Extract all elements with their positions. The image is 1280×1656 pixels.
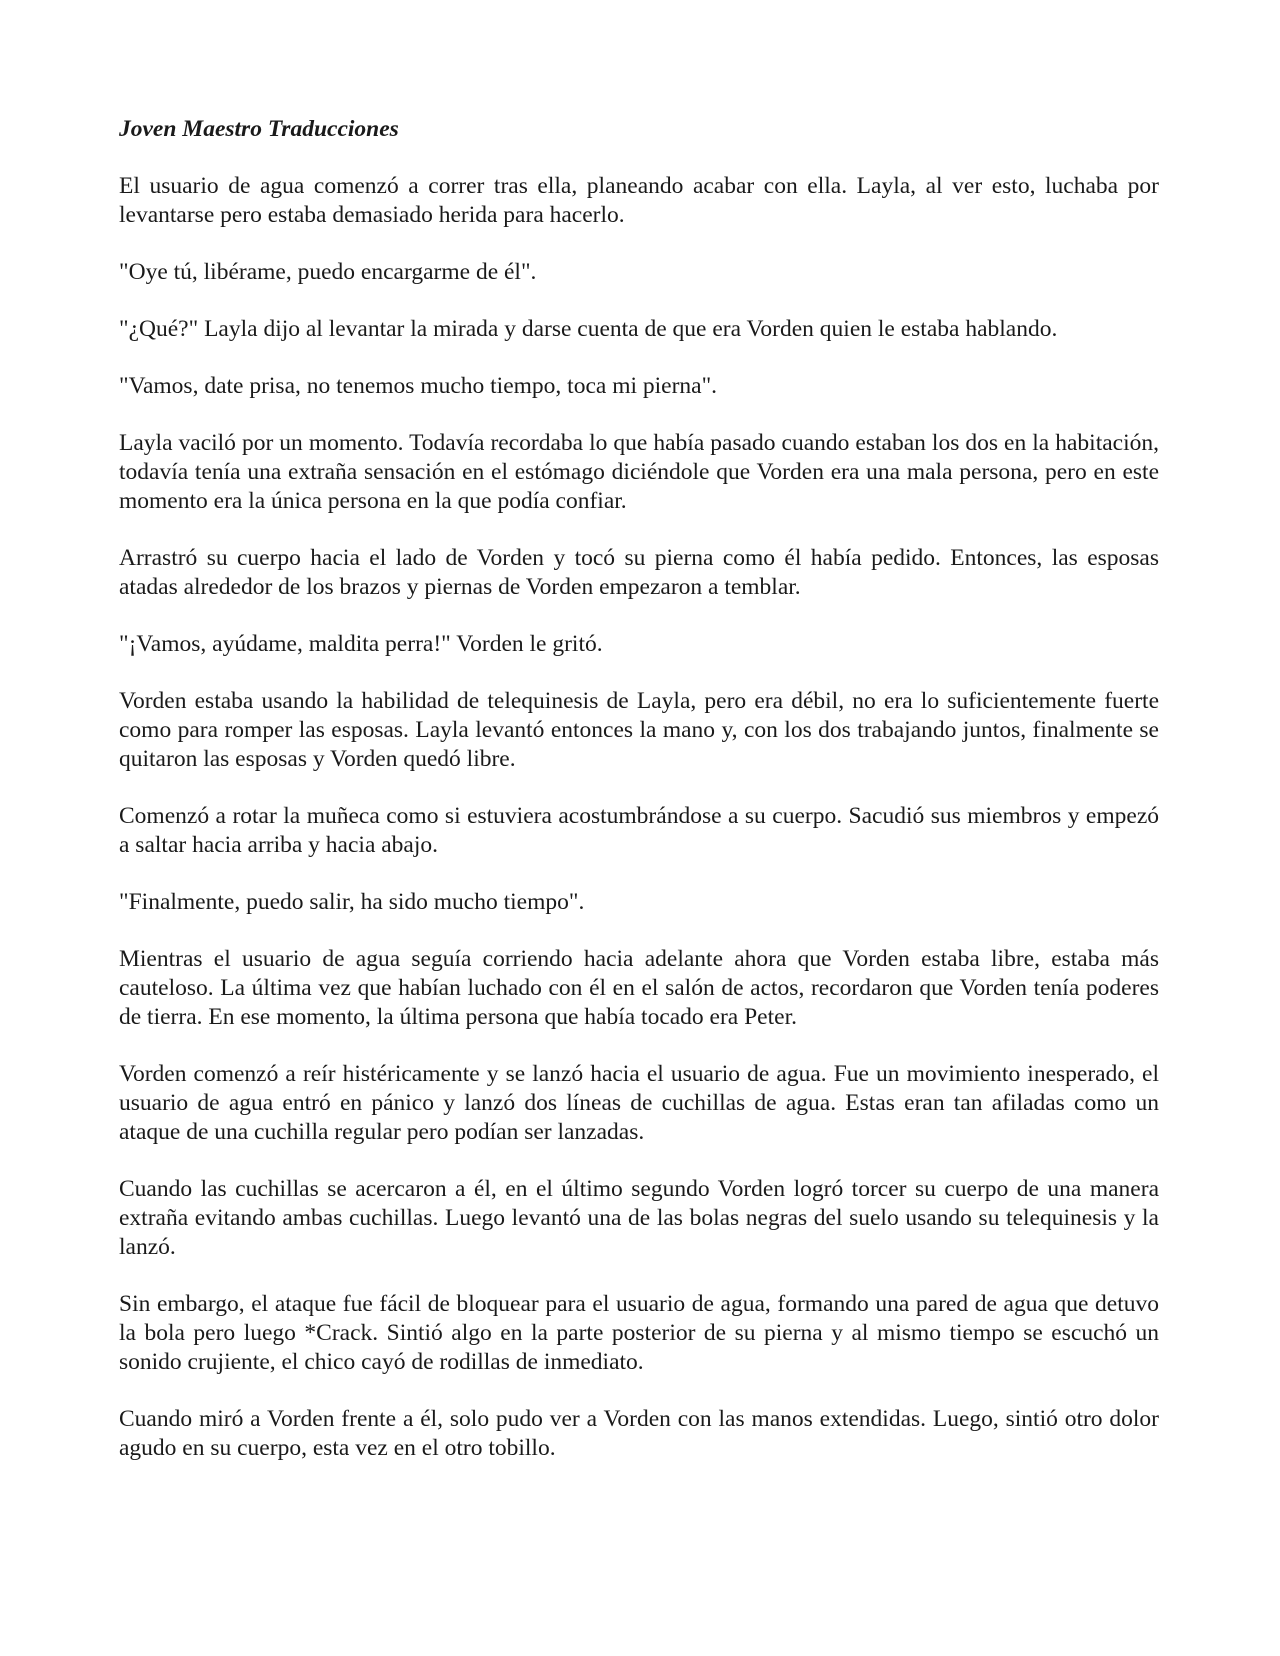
paragraph: Vorden comenzó a reír histéricamente y se lanzó hacia el usuario de agua. Fue un movimiento inesperado, el usuario de agua entró en pánico y lanzó dos líneas de cuchillas de agua. Estas eran tan afiladas como un ataque de una cuchilla regular pero podían ser lanzadas. [119, 1061, 1159, 1145]
paragraph: "Finalmente, puedo salir, ha sido mucho tiempo". [119, 889, 585, 915]
paragraph: Cuando miró a Vorden frente a él, solo pudo ver a Vorden con las manos extendidas. Luego, sintió otro dolor agudo en su cuerpo, esta vez en el otro tobillo. [119, 1406, 1159, 1461]
paragraph: "Vamos, date prisa, no tenemos mucho tiempo, toca mi pierna". [119, 373, 718, 399]
paragraph: Layla vaciló por un momento. Todavía recordaba lo que había pasado cuando estaban los dos en la habitación, todavía tenía una extraña sensación en el estómago diciéndole que Vorden era una mala persona, pero en este momento era la única persona en la que podía confiar. [119, 430, 1159, 514]
document-page [119, 114, 1159, 1491]
paragraph: Sin embargo, el ataque fue fácil de bloquear para el usuario de agua, formando una pared de agua que detuvo la bola pero luego *Crack. Sintió algo en la parte posterior de su pierna y al mismo tiempo se escuchó un sonido crujiente, el chico cayó de rodillas de inmediato. [119, 1291, 1159, 1375]
paragraph: Cuando las cuchillas se acercaron a él, en el último segundo Vorden logró torcer su cuerpo de una manera extraña evitando ambas cuchillas. Luego levantó una de las bolas negras del suelo usando su telequinesis y la lanzó. [119, 1176, 1159, 1260]
paragraph: "¡Vamos, ayúdame, maldita perra!" Vorden le gritó. [119, 631, 603, 657]
paragraph: "¿Qué?" Layla dijo al levantar la mirada y darse cuenta de que era Vorden quien le estaba hablando. [119, 316, 1058, 342]
paragraph: Comenzó a rotar la muñeca como si estuviera acostumbrándose a su cuerpo. Sacudió sus miembros y empezó a saltar hacia arriba y hacia abajo. [119, 803, 1159, 858]
paragraph: Arrastró su cuerpo hacia el lado de Vorden y tocó su pierna como él había pedido. Entonces, las esposas atadas alrededor de los brazos y piernas de Vorden empezaron a temblar. [119, 545, 1159, 600]
paragraph: Vorden estaba usando la habilidad de telequinesis de Layla, pero era débil, no era lo suficientemente fuerte como para romper las esposas. Layla levantó entonces la mano y, con los dos trabajando juntos, finalmente se quitaron las esposas y Vorden quedó libre. [119, 688, 1159, 772]
paragraph: Mientras el usuario de agua seguía corriendo hacia adelante ahora que Vorden estaba libre, estaba más cauteloso. La última vez que habían luchado con él en el salón de actos, recordaron que Vorden tenía poderes de tierra. En ese momento, la última persona que había tocado era Peter. [119, 946, 1159, 1030]
paragraph: El usuario de agua comenzó a correr tras ella, planeando acabar con ella. Layla, al ver esto, luchaba por levantarse pero estaba demasiado herida para hacerlo. [119, 173, 1159, 228]
paragraph: "Oye tú, libérame, puedo encargarme de él". [119, 259, 537, 285]
document-title: Joven Maestro Traducciones [119, 116, 399, 142]
